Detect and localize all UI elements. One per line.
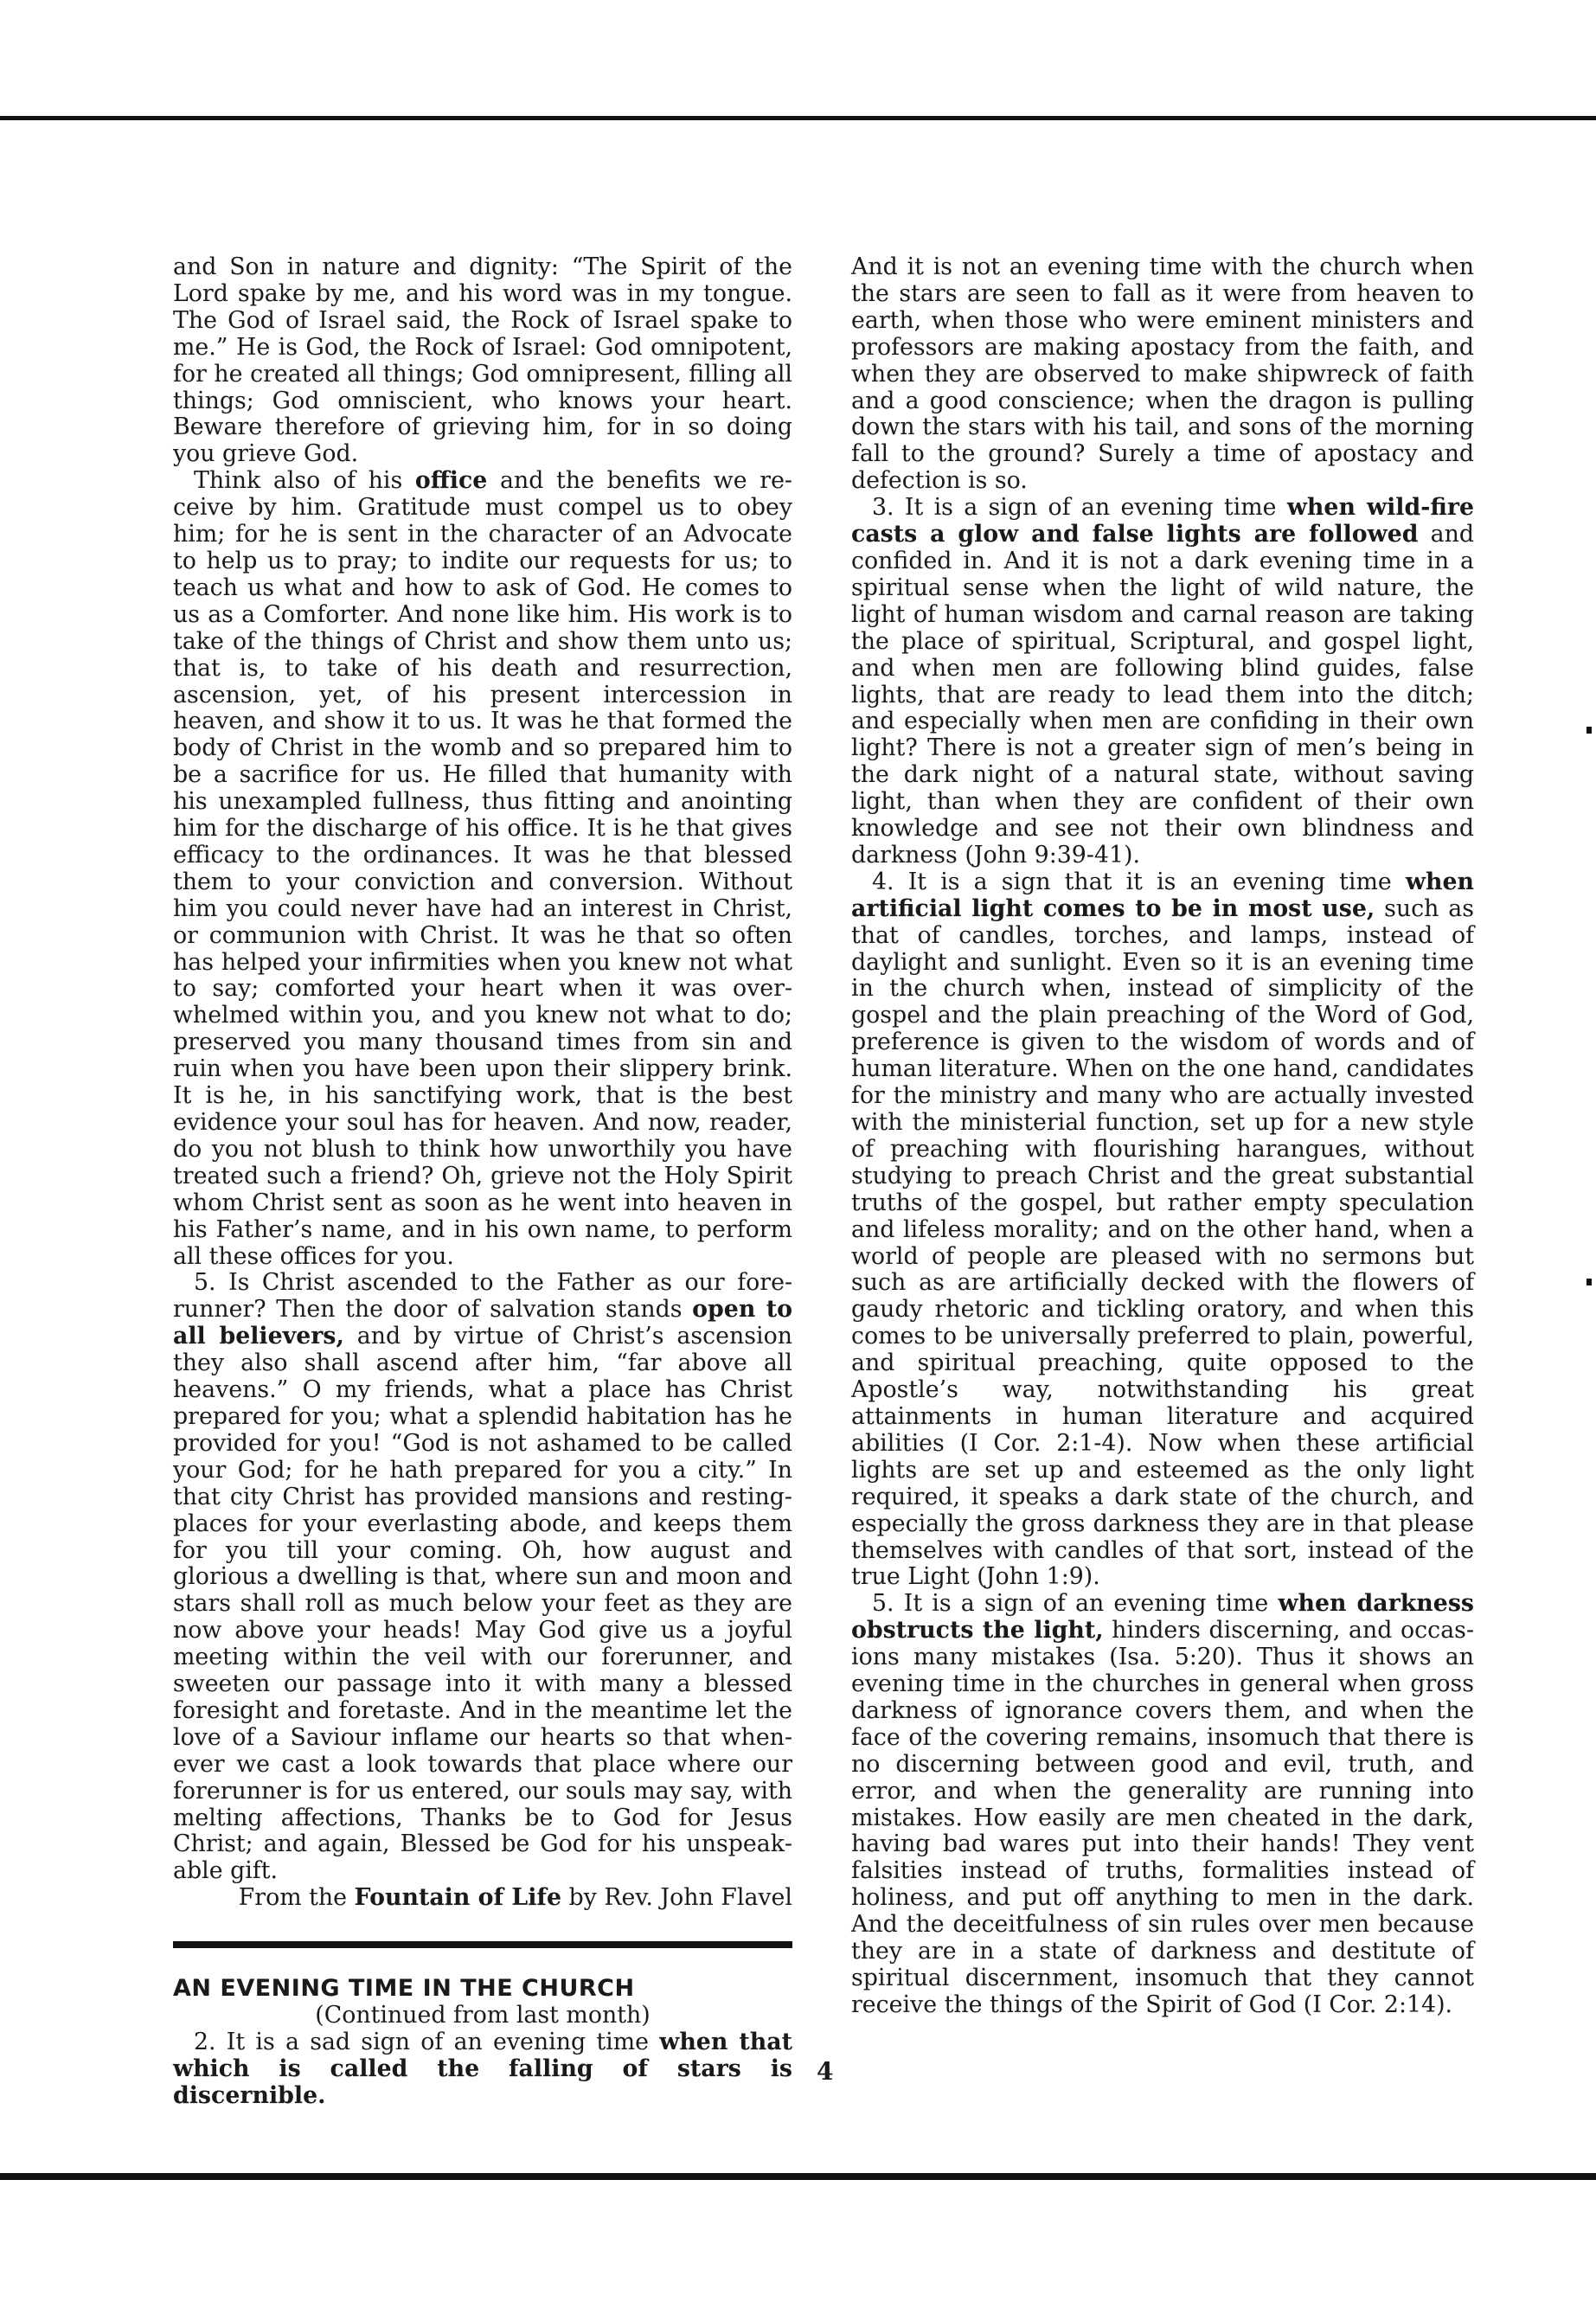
text-run: and the benefits we receive by him. Gratitude must compel us to obey him; for he is sent in the character of an Advocate to help us to pray; to indite our requests for us; to teach us what and how to ask of God. He comes to us as a Comforter. And none like him. His work is to take of the things of Christ and show them unto us; that is, to take of his death and resurrection, ascension, yet, of his present intercession in heaven, and show it to us. It was he that formed the body of Christ in the womb and so prepared him to be a sacrifice for us. He filled that humanity with his unexampled fullness, thus fitting and anointing him for the discharge of his office. It is he that gives efficacy to the ordinances. It was he that blessed them to your conviction and conversion. Without him you could never have had an interest in Christ, or communion with Christ. It was he that so often has helped your infirmities when you knew not what to say; comforted your heart when it was overwhelmed within you, and you knew not what to do; preserved you many thousand times from sin and ruin when you have been upon their slippery brink. It is he, in his sanctifying work, that is the best evidence your soul has for heaven. And now, reader, do you not blush to think how unworthily you have treated such a friend? Oh, grieve not the Holy Spirit whom Christ sent as soon as he went into heaven in his Father’s name, and in his own name, to perform all these offices for you. xyxy=(173,467,792,1270)
paragraph xyxy=(851,495,1474,869)
article-heading: AN EVENING TIME IN THE CHURCH xyxy=(173,1975,635,2003)
emphasis: when that which is called the falling of stars is discernible. xyxy=(173,2029,792,2109)
scan-bottom-margin xyxy=(0,2173,1596,2308)
emphasis: when wild-fire casts a glow and false lights are followed xyxy=(851,494,1474,548)
text-run: Think also of his xyxy=(194,467,415,495)
text-run: and confided in. And it is not a dark evening time in a spiritual sense when the light of wild nature, the light of human wisdom and carnal reason are taking the place of spiritual, Scriptural, and gospel light, and when men are following blind guides, false lights, that are ready to lead them into the ditch; and especially when men are confiding in their own light? There is not a greater sign of men’s being in the dark night of a natural state, without saving light, than when they are confident of their own knowledge and see not their own blindness and darkness (John 9:39-41). xyxy=(851,521,1474,869)
text-run: such as that of candles, torches, and lamps, instead of daylight and sunlight. Even so it is an evening time in the church when, instead of simplicity of the gospel and the plain preaching of the Word of God, preference is given to the wisdom of words and of human literature. When on the one hand, candidates for the ministry and many who are actually invested with the ministerial function, set up for a new style of preaching with flourishing harangues, without studying to preach Christ and the great substantial truths of the gospel, but rather empty speculation and lifeless morality; and on the other hand, when a world of people are pleased with no sermons but such as are artificially decked with the flowers of gaudy rhetoric and tickling oratory, and when this comes to be universally preferred to plain, powerful, and spiritual preaching, quite opposed to the Apostle’s way, notwithstanding his great attainments in human literature and acquired abilities (I Cor. 2:1-4). Now when these artificial lights are set up and esteemed as the only light required, it speaks a dark state of the church, and especially the gross darkness they are in that please themselves with candles of that sort, instead of the true Light (John 1:9). xyxy=(851,894,1474,1591)
emphasis: open to all believers, xyxy=(173,1296,792,1350)
emphasis: when artificial light comes to be in most use, xyxy=(851,868,1474,922)
paragraph xyxy=(173,1270,792,1885)
paragraph xyxy=(851,869,1474,1591)
paragraph xyxy=(173,2029,792,2110)
page-number: 4 xyxy=(817,2057,834,2086)
book-title: Fountain of Life xyxy=(354,1884,562,1912)
source-credit xyxy=(173,1885,792,1912)
scan-top-margin xyxy=(0,0,1596,120)
text-run: From the xyxy=(238,1884,355,1912)
left-column xyxy=(173,254,792,2110)
text-run: and by virtue of Christ’s ascension they also shall ascend after him, “far above all heavens.” O my friends, what a place has Christ prepared for you; what a splendid habitation has he provided for you! “God is not ashamed to be called your God; for he hath prepared for you a city.” In that city Christ has provided mansions and resting-places for your everlasting abode, and keeps them for you till your coming. Oh, how august and glorious a dwelling is that, where sun and moon and stars shall roll as much below your feet as they are now above your heads! May God give us a joyful meeting within the veil with our forerunner, and sweeten our passage into it with many a blessed foresight and foretaste. And in the meantime let the love of a Saviour inflame our hearts so that whenever we cast a look towards that place where our forerunner is for us entered, our souls may say, with melting affections, Thanks be to God for Jesus Christ; and again, Blessed be God for his unspeakable gift. xyxy=(173,1323,792,1885)
text-run: hinders discerning, and occasions many mistakes (Isa. 5:20). Thus it shows an evening time in the churches in general when gross darkness of ignorance covers them, and when the face of the covering remains, insomuch that there is no discerning between good and evil, truth, and error, and when the generality are running into mistakes. How easily are men cheated in the dark, having bad wares put into their hands! They vent falsities instead of truths, formalities instead of holiness, and put off anything to men in the dark. And the deceitfulness of sin rules over men because they are in a state of darkness and destitute of spiritual discernment, insomuch that they cannot receive the things of the Spirit of God (I Cor. 2:14). xyxy=(851,1617,1474,2018)
text-run: 5. It is a sign of an evening time xyxy=(872,1590,1279,1618)
paragraph xyxy=(851,1591,1474,2019)
text-run: 2. It is a sad sign of an evening time xyxy=(194,2029,660,2055)
paragraph xyxy=(173,468,792,1270)
paragraph: and Son in nature and dignity: “The Spirit of the Lord spake by me, and his word was in my tongue. The God of Israel said, the Rock of Israel spake to me.” He is God, the Rock of Israel: God omnipotent, for he created all things; God omnipresent, filling all things; God omniscient, who knows your heart. Beware therefore of grieving him, for in so doing you grieve God. xyxy=(173,253,792,468)
text-run: 5. Is Christ ascended to the Father as our forerunner? Then the door of salvation stands xyxy=(173,1269,792,1324)
text-run: 3. It is a sign of an evening time xyxy=(872,494,1287,522)
section-divider xyxy=(173,1941,792,1948)
scan-edge-mark xyxy=(1586,1279,1592,1285)
text-run: 4. It is a sign that it is an evening time xyxy=(872,868,1406,895)
emphasis: when darkness obstructs the light, xyxy=(851,1590,1475,1644)
text-run: by Rev. John Flavel xyxy=(561,1884,792,1912)
emphasis: office xyxy=(414,467,488,495)
article-subheading: (Continued from last month) xyxy=(315,2002,651,2029)
right-column xyxy=(851,254,1474,2019)
scan-edge-mark xyxy=(1586,727,1592,734)
paragraph: And it is not an evening time with the church when the stars are seen to fall as it were from heaven to earth, when those who were eminent ministers and professors are making apostacy from the faith, and when they are observed to make shipwreck of faith and a good conscience; when the dragon is pulling down the stars with his tail, and sons of the morning fall to the ground? Surely a time of apostacy and defection is so. xyxy=(851,253,1474,495)
